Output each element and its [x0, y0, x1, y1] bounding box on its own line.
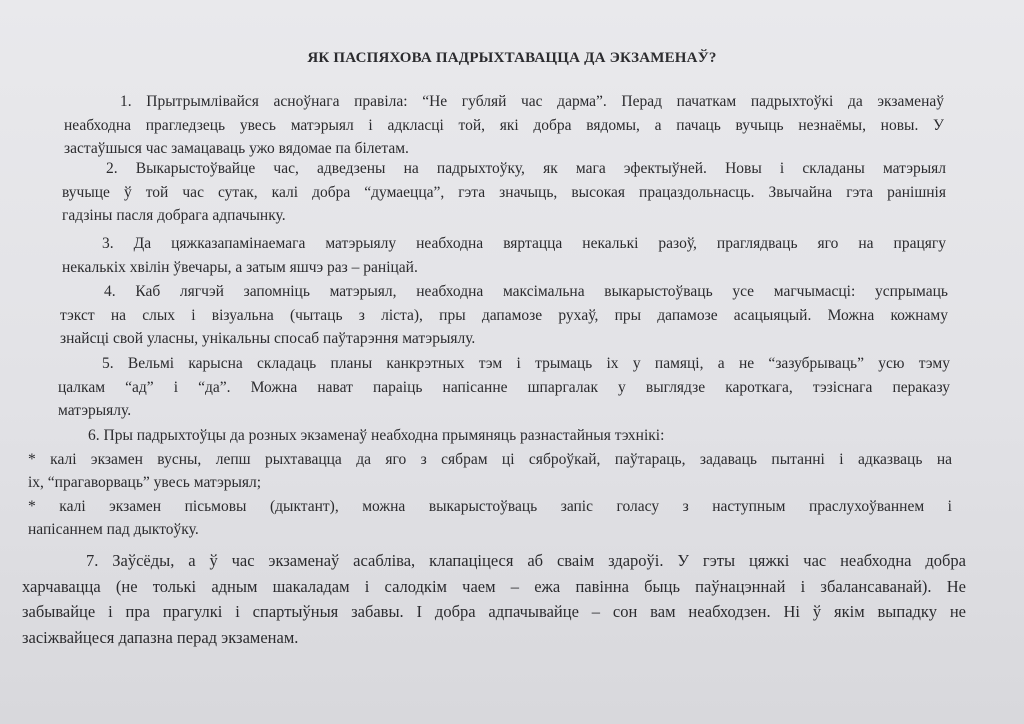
paragraph-line: 4. Каб лягчэй запомніць матэрыял, неабходна максімальна выкарыстоўваць усе магчымасці: успрымаць [104, 283, 948, 300]
document-title: ЯК ПАСПЯХОВА ПАДРЫХТАВАЦЦА ДА ЭКЗАМЕНАЎ? [307, 50, 717, 66]
paragraph-line: харчавацца (не толькі адным шакаладам і салодкім чаем – ежа павінна быць паўнацэннай і збалансаванай). Не [22, 576, 966, 596]
bullet-item: * калі экзамен пісьмовы (дыктант), можна выкарыстоўваць запіс голасу з наступным праслухоўваннем і [28, 497, 952, 515]
paragraph-line: гадзіны пасля добрага адпачынку. [62, 207, 286, 224]
paragraph-line: тэкст на слых і візуальна (чытаць з ліста), пры дапамозе руxаў, пры дапамозе асацыяцый. Можна кожнаму [60, 306, 948, 324]
paragraph-line: 3. Да цяжказапамінаемага матэрыялу неабходна вяртацца некалькі разоў, праглядваць яго на працягу [102, 235, 946, 252]
paragraph-7 [22, 548, 966, 650]
paragraph-line: застаўшыся час замацаваць ужо вядомае па білетам. [64, 140, 409, 157]
paragraph-line: іх, “прагаворваць” увесь матэрыял; [28, 474, 262, 491]
paragraph-6 [28, 424, 952, 542]
paragraph-line: засіжвайцеся дапазна перад экзаменам. [22, 627, 299, 647]
paragraph-2 [62, 157, 946, 228]
paragraph-line: 6. Пры падрыхтоўцы да розных экзаменаў неабходна прымяняць разнастайныя тэхнікі: [88, 427, 665, 444]
paragraph-line: неабходна прагледзець увесь матэрыял і адкласці той, які добра вядомы, а пачаць вучыць незнаёмы, новы. У [64, 116, 944, 134]
paragraph-5 [58, 352, 950, 423]
paragraph-4 [60, 280, 948, 351]
paragraph-line: цалкам “ад” і “да”. Можна нават параіць напісанне шпаргалак у выглядзе кароткага, тэзіснага пераказу [58, 378, 950, 396]
paragraph-line: некалькіх хвілін ўвечары, а затым яшчэ раз – раніцай. [62, 258, 418, 276]
paragraph-line: 2. Выкарыстоўвайце час, адведзены на падрыхтоўку, як мага эфектыўней. Новы і складаны матэрыял [106, 160, 946, 177]
paragraph-line: 7. Заўсёды, а ў час экзаменаў асабліва, клапаціцеся аб сваім здароўі. У гэты цяжкі час неабходна добра [86, 551, 966, 570]
paragraph-1 [64, 90, 944, 161]
bullet-item: * калі экзамен вусны, лепш рыхтавацца да яго з сябрам ці сяброўкай, паўтараць, задаваць пытанні і адказваць на [28, 450, 952, 468]
paragraph-line: вучыце ў той час сутак, калі добра “думаецца”, гэта значыць, высокая працаздольнасць. Звычайна гэта ранішнія [62, 183, 946, 201]
paragraph-line: знайсці свой уласны, унікальны спосаб паўтарэння матэрыялу. [60, 330, 476, 347]
paragraph-line: 5. Вельмі карысна складаць планы канкрэтных тэм і трымаць іх у памяці, а не “зазубрываць” усю тэму [102, 355, 950, 372]
paragraph-3 [62, 232, 946, 279]
paragraph-line: забывайце і пра прагулкі і спартыўныя забавы. І добра адпачывайце – сон вам неабходзен. Ні ў якім выпадку не [22, 602, 966, 621]
paragraph-line: напісаннем пад дыктоўку. [28, 521, 199, 538]
paragraph-line: матэрыялу. [58, 402, 132, 419]
paragraph-line: 1. Прытрымлівайся асноўнага правіла: “Не губляй час дарма”. Перад пачаткам падрыхтоўкі да экзаменаў [120, 93, 944, 110]
